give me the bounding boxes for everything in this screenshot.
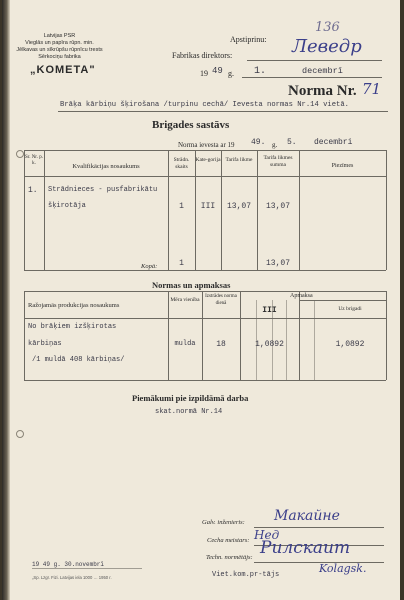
page-number: 136 — [315, 20, 340, 35]
tech-normer-signature: Рилскаит — [260, 538, 351, 558]
product-pay-brigade: 1,0892 — [335, 340, 365, 349]
row-rate-sum: 13,07 — [265, 202, 290, 211]
total-rate-sum: 13,07 — [265, 259, 290, 268]
approval-date-prefix: 19 — [200, 69, 208, 78]
approved-label: Apstiprinu: — [230, 35, 267, 44]
product-pay-iii: 1,0892 — [255, 340, 284, 349]
row-qualification-line1: Strādnieces - pusfabrikātu — [48, 186, 158, 194]
norm-description: Brāķa kārbiņu šķirošana /turpinu cechā/ Ievesta normas Nr.14 vietā. — [60, 101, 349, 109]
approval-date-day: 1. — [254, 66, 267, 77]
col-header-rate: Tarifa likme — [225, 157, 253, 163]
norm-introduced-g: g. — [272, 141, 278, 149]
col-header-payment: Apmaksa — [290, 293, 313, 299]
brigade-title: Brigades sastāvs — [152, 119, 230, 131]
col-header-nr: Sr. Nr. p. k. — [25, 155, 43, 166]
product-daily-norm: 18 — [216, 340, 226, 349]
product-line3: /1 muldā 408 kārbiņas/ — [32, 356, 125, 364]
col-header-category: Kate-gorija — [195, 157, 221, 163]
print-line: „Sp. Lzgr. Fizi. Latvijas iela 1000 … 1950 r. — [32, 575, 112, 580]
total-workers: 1 — [179, 259, 184, 268]
vice-chair-label: Viet.kom.pr-tājs — [212, 571, 280, 579]
org-line: Jēlkavas un sīkrūpšu rūpnīcu trests — [16, 47, 103, 53]
vice-chair-signature: Kolagsk. — [319, 562, 367, 575]
col-header-per-brigade: Uz brigadi — [338, 306, 362, 312]
binding-hole — [16, 150, 24, 158]
product-line1: No brāķiem izšķirotas — [28, 323, 117, 331]
tech-normer-label: Techn. normētājs: — [206, 554, 253, 561]
approval-date-month: decembrī — [302, 66, 343, 76]
norms-title: Normas un apmaksas — [152, 280, 231, 290]
footer-date: 19 49 g. 30.novembrī — [32, 561, 105, 568]
approval-date-year: 49 — [212, 66, 223, 76]
shop-master-label: Cecha meistars: — [207, 537, 250, 544]
total-label: Kopā: — [141, 263, 158, 270]
chief-engineer-label: Galv. inženieris: — [202, 519, 245, 526]
col-header-notes: Piezīmes — [331, 163, 354, 169]
col-header-unit: Mēra vienība — [170, 297, 200, 303]
org-line: Latvijas PSR — [43, 33, 76, 39]
org-line: Vieglās un papīra rūpn. min. — [25, 40, 94, 46]
additions-title: Piemākumi pie izpildāmā darba — [132, 393, 249, 403]
org-line: Sērkociņu fabrika — [38, 54, 81, 60]
norm-number: 71 — [362, 80, 382, 98]
product-unit: mulda — [174, 340, 196, 348]
shop-master-signature: Нед — [254, 528, 280, 542]
document-sheet — [2, 0, 400, 600]
norm-label: Norma Nr. — [288, 83, 357, 99]
row-category: III — [200, 202, 216, 211]
product-line2: kārbiņas — [28, 340, 62, 348]
chief-engineer-signature: Макайне — [274, 508, 340, 524]
approval-date-g: g. — [228, 69, 234, 78]
col-header-workers: Strādn. skaits — [173, 157, 190, 170]
norm-introduced-year: 49. — [251, 138, 266, 147]
norm-introduced-month: decembri — [314, 138, 353, 147]
norm-introduced-day: 5. — [287, 138, 297, 147]
director-signature: Леведр — [292, 36, 362, 57]
binding-edge — [2, 0, 10, 600]
director-label: Fabrikas direktors: — [172, 51, 233, 60]
row-rate: 13,07 — [226, 202, 251, 211]
binding-hole — [16, 430, 24, 438]
norm-introduced-label: Norma ievesta ar 19 — [178, 141, 235, 149]
row-workers: 1 — [179, 202, 184, 211]
row-qualification-line2: šķirotāja — [48, 202, 86, 210]
col-header-product: Ražojamās produkcijas nosaukums — [28, 302, 120, 309]
org-header — [12, 33, 107, 61]
col-header-category-iii: III — [262, 306, 277, 315]
col-header-daily-norm: Izstrādes norma dienā — [205, 294, 237, 306]
col-header-qualification: Kvalifikācijas nosaukums — [72, 163, 140, 170]
factory-name: „KOMETA" — [30, 64, 96, 76]
additions-text: skat.normā Nr.14 — [155, 408, 223, 416]
col-header-rate-sum: Tarifa likmes summa — [263, 155, 293, 168]
row-nr: 1. — [28, 186, 38, 195]
